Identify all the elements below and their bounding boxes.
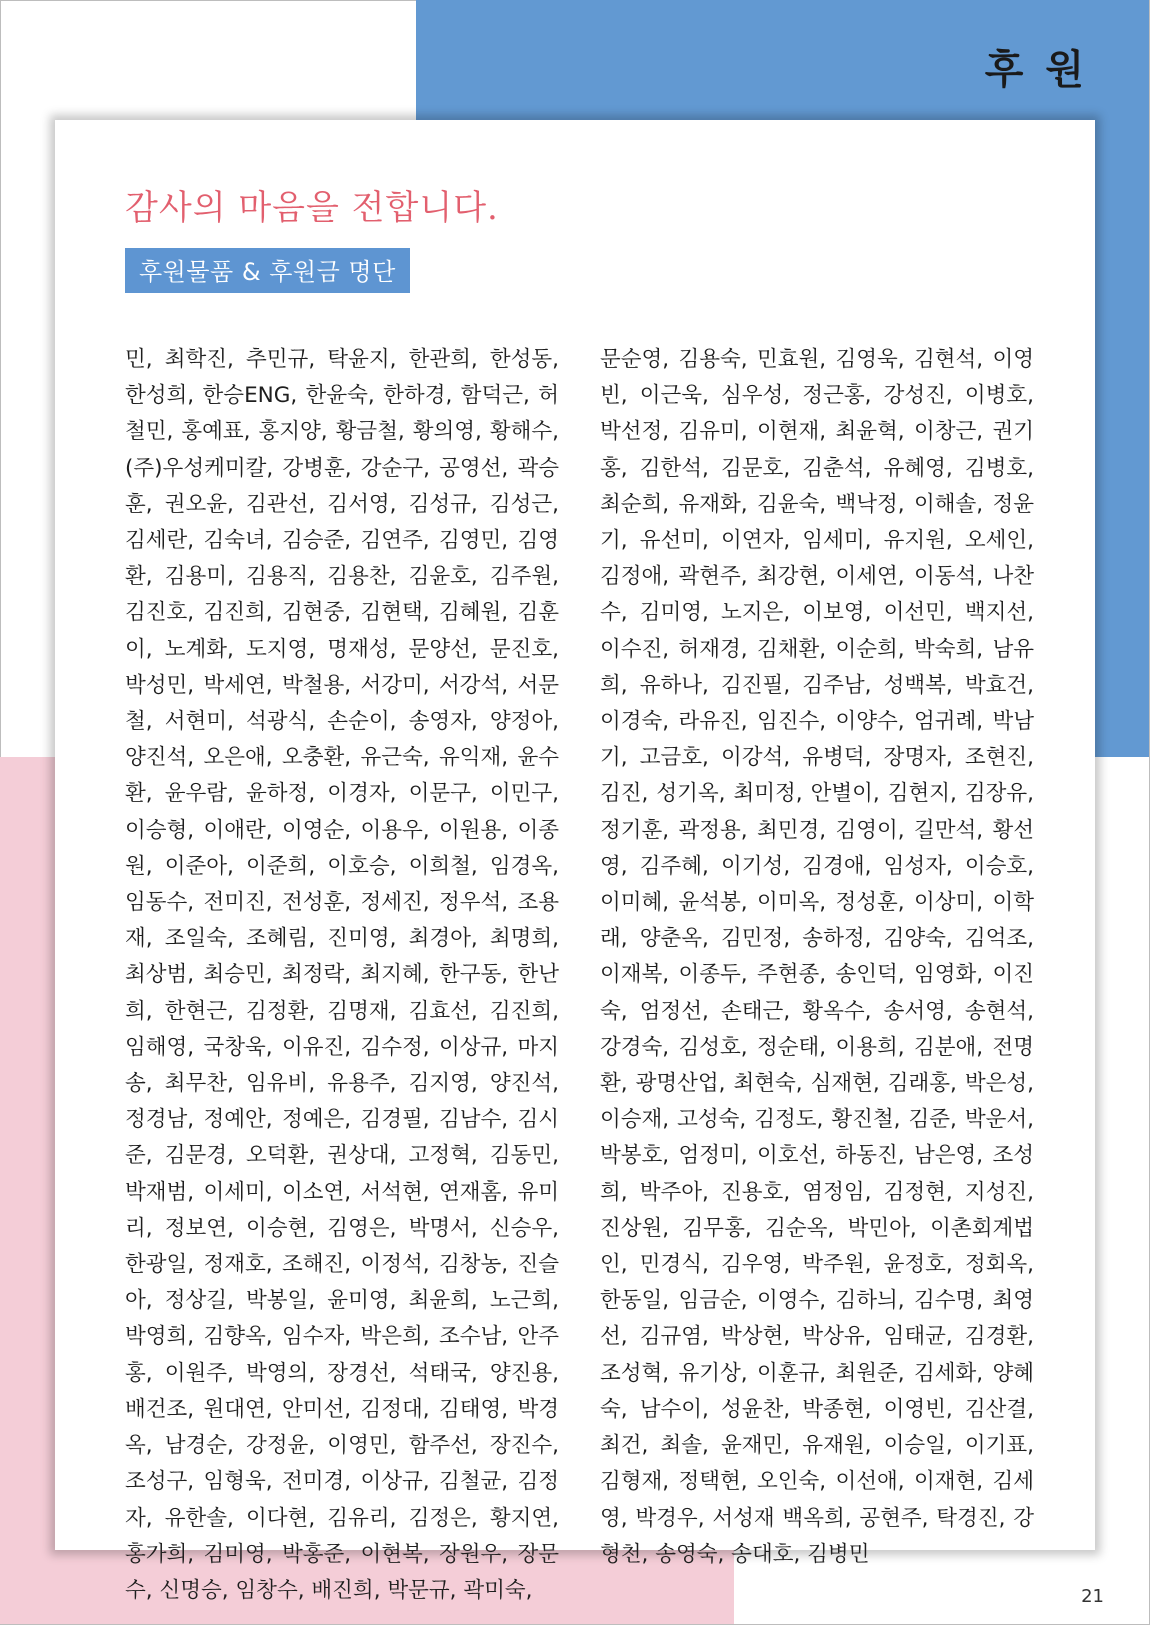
section-label: 후 원: [984, 47, 1088, 93]
section-subtitle: 후원물품 & 후원금 명단: [125, 248, 410, 293]
page-number: 21: [1081, 1586, 1104, 1607]
content-card: [55, 120, 1095, 1603]
page-title: 감사의 마음을 전합니다.: [125, 188, 499, 228]
donor-names-left-column: 민, 최학진, 추민규, 탁윤지, 한관희, 한성동, 한성희, 한승ENG, 한윤숙, 한하경, 함덕근, 허철민, 홍예표, 홍지양, 황금철, 황의영, 황해수, (주)우성케미칼, 강병훈, 강순구, 공영선, 곽승훈, 권오윤, 김관선, 김서영, 김성규, 김성근, 김세란, 김숙녀, 김승준, 김연주, 김영민, 김영환, 김용미, 김용직, 김용찬, 김윤호, 김주원, 김진호, 김진희, 김현중, 김현택, 김혜원, 김훈이, 노계화, 도지영, 명재성, 문양선, 문진호, 박성민, 박세연, 박철용, 서강미, 서강석, 서문철, 서현미, 석광식, 손순이, 송영자, 양정아, 양진석, 오은애, 오충환, 유근숙, 유익재, 윤수환, 윤우람, 윤하정, 이경자, 이문구, 이민구, 이승형, 이애란, 이영순, 이용우, 이원용, 이종원, 이준아, 이준희, 이호승, 이희철, 임경옥, 임동수, 전미진, 전성훈, 정세진, 정우석, 조용재, 조일숙, 조혜림, 진미영, 최경아, 최명희, 최상범, 최승민, 최정락, 최지혜, 한구동, 한난희, 한현근, 김정환, 김명재, 김효선, 김진희, 임해영, 국창욱, 이유진, 김수정, 이상규, 마지송, 최무찬, 임유비, 유용주, 김지영, 양진석, 정경남, 정예안, 정예은, 김경필, 김남수, 김시준, 김문경, 오덕환, 권상대, 고정혁, 김동민, 박재범, 이세미, 이소연, 서석현, 연재홈, 유미리, 정보연, 이승현, 김영은, 박명서, 신승우, 한광일, 정재호, 조해진, 이정석, 김창농, 진슬아, 정상길, 박봉일, 윤미영, 최윤희, 노근희, 박영희, 김향옥, 임수자, 박은희, 조수남, 안주홍, 이원주, 박영의, 장경선, 석태국, 양진용, 배건조, 원대연, 안미선, 김정대, 김태영, 박경옥, 남경순, 강정윤, 이영민, 함주선, 장진수, 조성구, 임형욱, 전미경, 이상규, 김철균, 김정자, 유한솔, 이다현, 김유리, 김정은, 황지연, 홍가희, 김미영, 박홍준, 이현복, 장원우, 장문수, 신명승, 임창수, 배진희, 박문규, 곽미숙,: [125, 347, 559, 1603]
donor-names-right-column: 문순영, 김용숙, 민효원, 김영욱, 김현석, 이영빈, 이근욱, 심우성, 정근홍, 강성진, 이병호, 박선정, 김유미, 이현재, 최윤혁, 이창근, 권기홍, 김한석, 김문호, 김춘석, 유혜영, 김병호, 최순희, 유재화, 김윤숙, 백낙정, 이해솔, 정윤기, 유선미, 이연자, 임세미, 유지원, 오세인, 김정애, 곽현주, 최강현, 이세연, 이동석, 나찬수, 김미영, 노지은, 이보영, 이선민, 백지선, 이수진, 허재경, 김채환, 이순희, 박숙희, 남유희, 유하나, 김진필, 김주남, 성백복, 박효건, 이경숙, 라유진, 임진수, 이양수, 엄귀례, 박남기, 고금호, 이강석, 유병덕, 장명자, 조현진, 김진, 성기옥, 최미정, 안별이, 김현지, 김장유, 정기훈, 곽정용, 최민경, 김영이, 길만석, 황선영, 김주혜, 이기성, 김경애, 임성자, 이승호, 이미혜, 윤석봉, 이미옥, 정성훈, 이상미, 이학래, 양춘옥, 김민정, 송하정, 김양숙, 김억조, 이재복, 이종두, 주현종, 송인덕, 임영화, 이진숙, 엄정선, 손태근, 황옥수, 송서영, 송현석, 강경숙, 김성호, 정순태, 이용희, 김분애, 전명환, 광명산업, 최현숙, 심재현, 김래홍, 박은성, 이승재, 고성숙, 김정도, 황진철, 김준, 박운서, 박봉호, 엄정미, 이호선, 하동진, 남은영, 조성희, 박주아, 진용호, 염정임, 김정현, 지성진, 진상원, 김무홍, 김순옥, 박민아, 이촌회계법인, 민경식, 김우영, 박주원, 윤정호, 정회옥, 한동일, 임금순, 이영수, 김하늬, 김수명, 최영선, 김규염, 박상현, 박상유, 임태균, 김경환, 조성혁, 유기상, 이훈규, 최원준, 김세화, 양혜숙, 남수이, 성윤찬, 박종현, 이영빈, 김산결, 최건, 최솔, 윤재민, 유재원, 이승일, 이기표, 김형재, 정택현, 오인숙, 이선애, 이재현, 김세영, 박경우, 서성재 백옥희, 공현주, 탁경진, 강형천, 송영숙, 송대호, 김병민: [600, 347, 1034, 1567]
